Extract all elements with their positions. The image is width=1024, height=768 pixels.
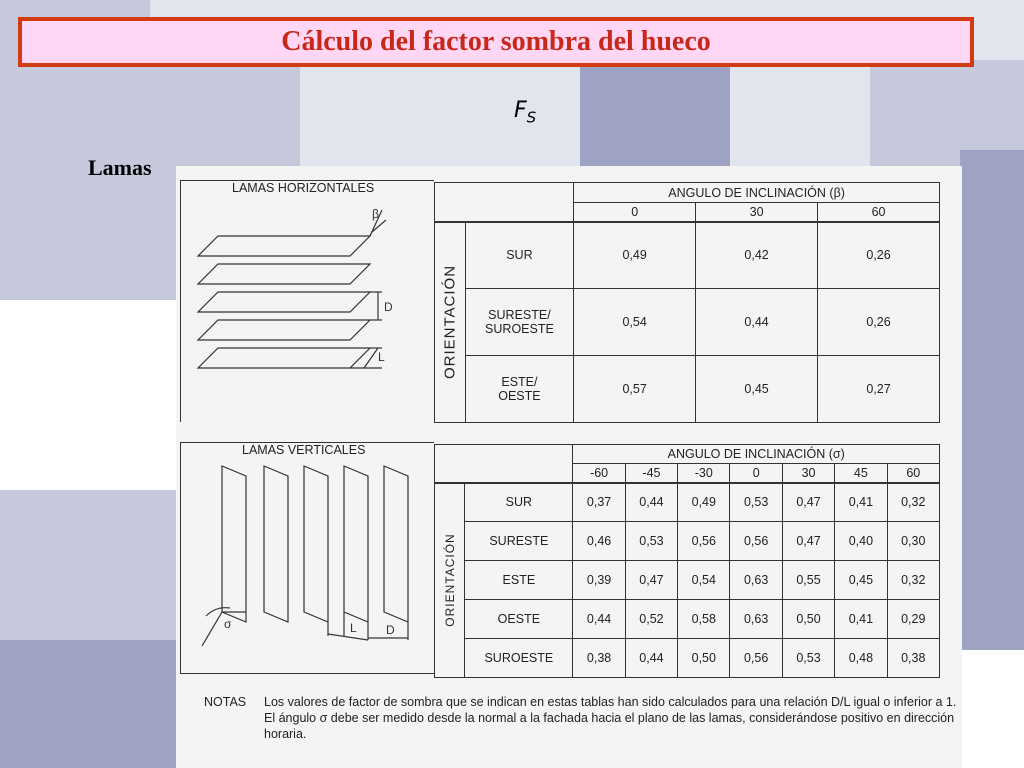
notes-text bbox=[264, 694, 958, 742]
value-cell: 0,54 bbox=[678, 561, 730, 600]
value-cell: 0,45 bbox=[835, 561, 887, 600]
value-cell: 0,39 bbox=[573, 561, 625, 600]
value-cell: 0,44 bbox=[573, 600, 625, 639]
fs-symbol-letter: F bbox=[514, 98, 527, 123]
notes-line-1: Los valores de factor de sombra que se indican en estas tablas han sido calculados para una relación D/L igual o inferior a 1. bbox=[264, 695, 957, 709]
orientation-cell: SURESTE/ SUROESTE bbox=[465, 289, 574, 356]
angle-header-cell: 0 bbox=[574, 203, 696, 222]
angle-header-cell: 45 bbox=[835, 464, 887, 483]
slide-title-box bbox=[18, 17, 974, 67]
value-cell: 0,38 bbox=[573, 639, 625, 678]
value-cell: 0,44 bbox=[696, 289, 818, 356]
value-cell: 0,32 bbox=[887, 561, 939, 600]
table-corner bbox=[435, 183, 574, 222]
value-cell: 0,44 bbox=[625, 639, 677, 678]
vertical-slats-drawing bbox=[186, 456, 426, 656]
value-cell: 0,47 bbox=[782, 522, 834, 561]
scanned-sheet bbox=[176, 166, 962, 768]
orientation-cell: SURESTE bbox=[465, 522, 573, 561]
value-cell: 0,56 bbox=[678, 522, 730, 561]
value-cell: 0,38 bbox=[887, 639, 939, 678]
angle-header-cell: 60 bbox=[887, 464, 939, 483]
orientation-label: ORIENTACIÓN bbox=[442, 533, 457, 627]
horizontal-angle-header: ANGULO DE INCLINACIÓN (β) bbox=[574, 183, 940, 203]
table-row bbox=[435, 522, 940, 561]
value-cell: 0,41 bbox=[835, 483, 887, 522]
value-cell: 0,30 bbox=[887, 522, 939, 561]
angle-header-cell: -45 bbox=[625, 464, 677, 483]
value-cell: 0,63 bbox=[730, 561, 782, 600]
beta-label: β bbox=[372, 207, 379, 221]
orientation-cell: ESTE/ OESTE bbox=[465, 356, 574, 423]
value-cell: 0,44 bbox=[625, 483, 677, 522]
value-cell: 0,57 bbox=[574, 356, 696, 423]
slide-title: Cálculo del factor sombra del hueco bbox=[281, 26, 711, 57]
value-cell: 0,47 bbox=[782, 483, 834, 522]
value-cell: 0,56 bbox=[730, 522, 782, 561]
angle-header-cell: -30 bbox=[678, 464, 730, 483]
value-cell: 0,52 bbox=[625, 600, 677, 639]
notes-line-2: El ángulo σ debe ser medido desde la normal a la fachada hacia el plano de las lamas, considerándose positivo en dirección horaria. bbox=[264, 711, 955, 741]
value-cell: 0,53 bbox=[782, 639, 834, 678]
table-row bbox=[435, 289, 940, 356]
orientation-cell: ESTE bbox=[465, 561, 573, 600]
horizontal-l-label: L bbox=[378, 350, 385, 364]
value-cell: 0,58 bbox=[678, 600, 730, 639]
table-row bbox=[435, 356, 940, 423]
background-block bbox=[0, 640, 176, 768]
value-cell: 0,53 bbox=[625, 522, 677, 561]
value-cell: 0,29 bbox=[887, 600, 939, 639]
horizontal-table bbox=[434, 182, 940, 423]
fs-symbol bbox=[514, 98, 536, 126]
table-row bbox=[435, 600, 940, 639]
orientation-label-cell bbox=[435, 222, 466, 423]
horizontal-d-label: D bbox=[384, 300, 393, 314]
value-cell: 0,37 bbox=[573, 483, 625, 522]
orientation-cell: SUR bbox=[465, 222, 574, 289]
sigma-label: σ bbox=[224, 617, 232, 631]
value-cell: 0,32 bbox=[887, 483, 939, 522]
value-cell: 0,40 bbox=[835, 522, 887, 561]
horizontal-diagram-title: LAMAS HORIZONTALES bbox=[232, 181, 375, 195]
orientation-cell: SUROESTE bbox=[465, 639, 573, 678]
angle-header-cell: 30 bbox=[696, 203, 818, 222]
value-cell: 0,49 bbox=[574, 222, 696, 289]
table-row bbox=[435, 561, 940, 600]
background-block bbox=[960, 150, 1024, 650]
orientation-label: ORIENTACIÓN bbox=[441, 265, 459, 380]
notes-label: NOTAS bbox=[204, 695, 247, 709]
value-cell: 0,26 bbox=[818, 222, 940, 289]
table-row bbox=[435, 222, 940, 289]
value-cell: 0,42 bbox=[696, 222, 818, 289]
vertical-d-label: D bbox=[386, 623, 395, 637]
table-corner bbox=[435, 445, 573, 483]
orientation-cell: OESTE bbox=[465, 600, 573, 639]
angle-header-cell: 0 bbox=[730, 464, 782, 483]
vertical-angle-header: ANGULO DE INCLINACIÓN (σ) bbox=[573, 445, 940, 464]
orientation-label-cell bbox=[435, 483, 465, 678]
angle-header-cell: -60 bbox=[573, 464, 625, 483]
value-cell: 0,26 bbox=[818, 289, 940, 356]
vertical-l-label: L bbox=[350, 621, 357, 635]
value-cell: 0,41 bbox=[835, 600, 887, 639]
value-cell: 0,55 bbox=[782, 561, 834, 600]
section-label: Lamas bbox=[88, 155, 152, 180]
value-cell: 0,27 bbox=[818, 356, 940, 423]
orientation-cell: SUR bbox=[465, 483, 573, 522]
horizontal-slats-drawing bbox=[186, 196, 426, 386]
value-cell: 0,49 bbox=[678, 483, 730, 522]
vertical-diagram-title: LAMAS VERTICALES bbox=[242, 443, 366, 457]
value-cell: 0,45 bbox=[696, 356, 818, 423]
value-cell: 0,46 bbox=[573, 522, 625, 561]
background-block bbox=[0, 490, 176, 640]
value-cell: 0,53 bbox=[730, 483, 782, 522]
value-cell: 0,56 bbox=[730, 639, 782, 678]
value-cell: 0,54 bbox=[574, 289, 696, 356]
value-cell: 0,63 bbox=[730, 600, 782, 639]
value-cell: 0,50 bbox=[678, 639, 730, 678]
table-row bbox=[435, 483, 940, 522]
angle-header-cell: 30 bbox=[782, 464, 834, 483]
value-cell: 0,48 bbox=[835, 639, 887, 678]
background-block bbox=[580, 60, 730, 170]
value-cell: 0,47 bbox=[625, 561, 677, 600]
angle-header-cell: 60 bbox=[818, 203, 940, 222]
value-cell: 0,50 bbox=[782, 600, 834, 639]
table-row bbox=[435, 639, 940, 678]
vertical-table bbox=[434, 444, 940, 678]
fs-subscript: S bbox=[526, 108, 537, 127]
